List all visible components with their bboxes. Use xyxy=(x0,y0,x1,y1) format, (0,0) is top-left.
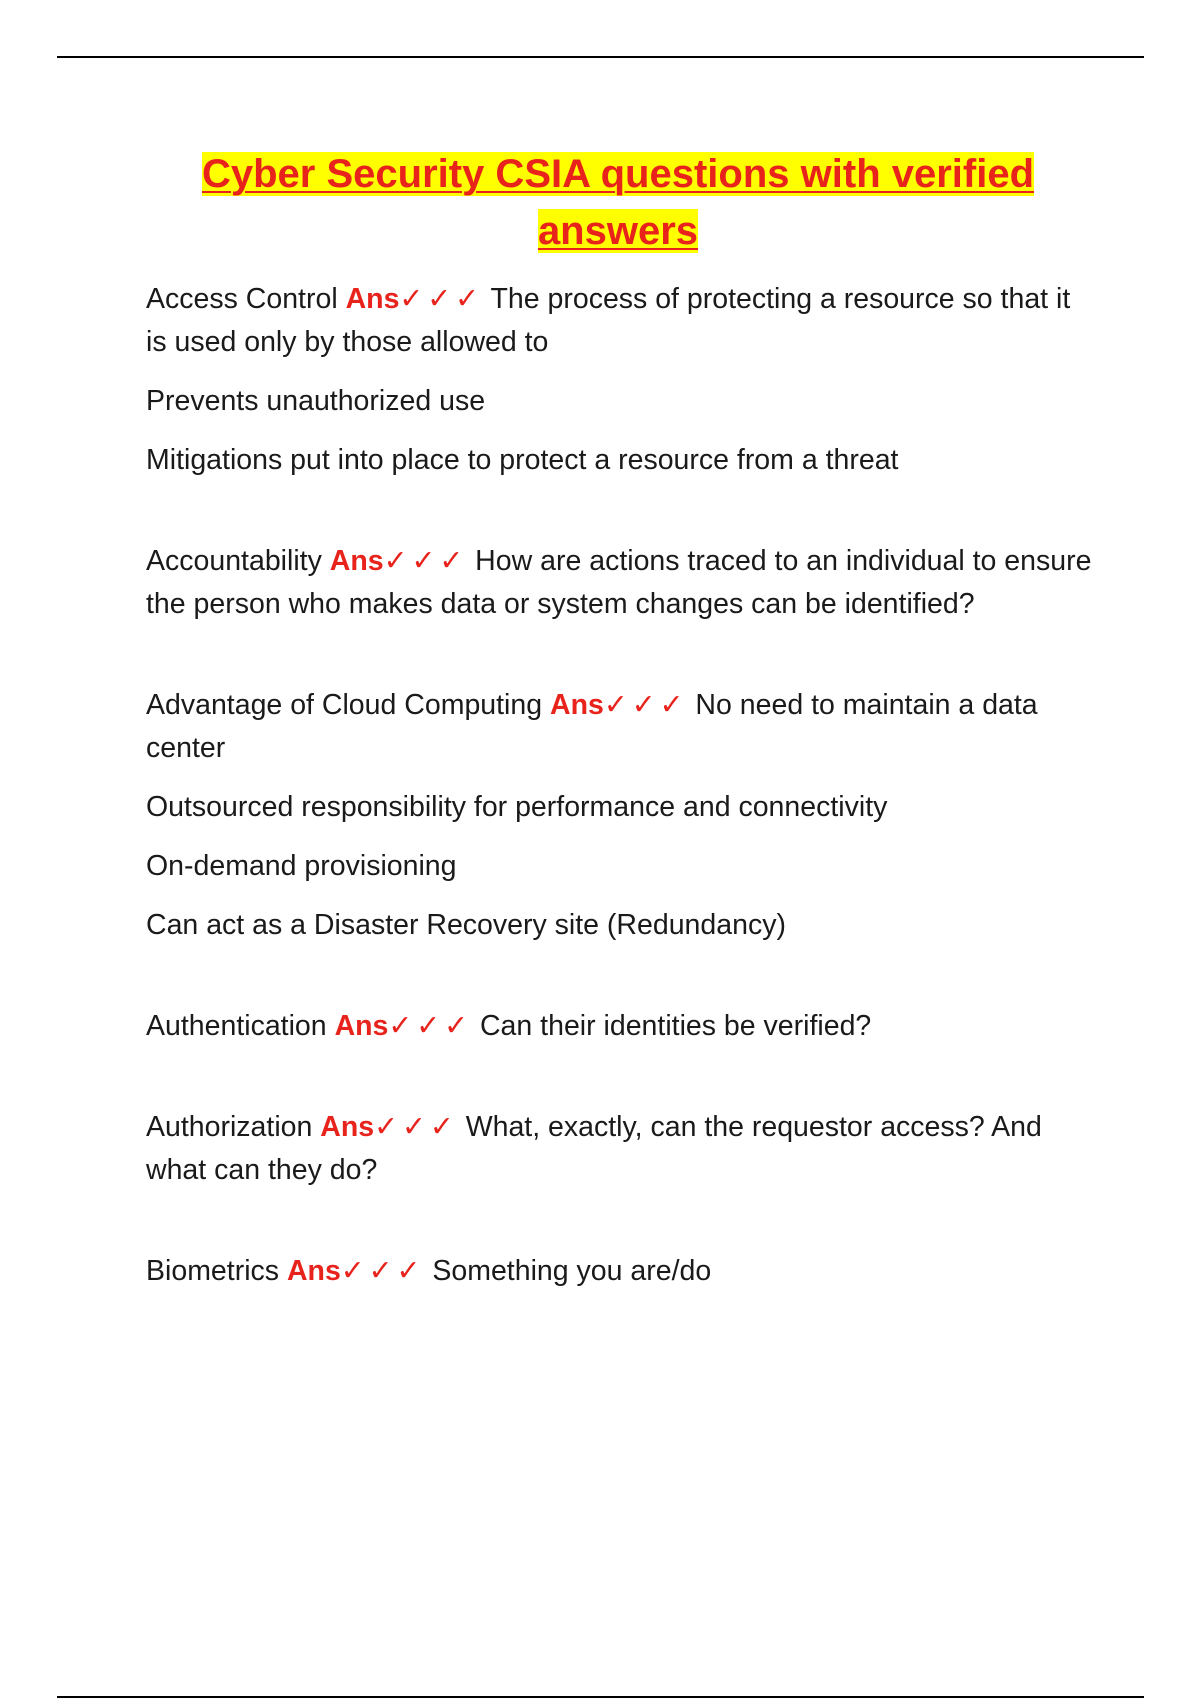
term: Authentication xyxy=(146,1010,327,1042)
checkmark-icon: ✓✓✓ xyxy=(399,283,484,315)
qa-entry-accountability xyxy=(146,540,1096,626)
answer-extra-line: Prevents unauthorized use xyxy=(146,385,486,417)
answer-text: Can their identities be verified? xyxy=(479,1010,872,1042)
answer-text: What, exactly, can the requestor access? And what can they do? xyxy=(146,1111,1042,1186)
footer-rule xyxy=(57,1696,1144,1698)
term: Accountability xyxy=(146,545,322,577)
answer-label: Ans xyxy=(550,689,604,721)
term: Access Control xyxy=(146,283,338,315)
checkmark-icon: ✓✓✓ xyxy=(383,545,468,577)
answer-extra-line: Can act as a Disaster Recovery site (Redundancy) xyxy=(146,909,786,941)
answer-text: The process of protecting a resource so that it is used only by those allowed to xyxy=(146,283,1071,358)
term: Authorization xyxy=(146,1111,313,1143)
checkmark-icon: ✓✓✓ xyxy=(603,689,688,721)
qa-entry-authentication xyxy=(146,1005,1096,1048)
answer-extra-line: On-demand provisioning xyxy=(146,850,457,882)
answer-label: Ans xyxy=(329,545,384,577)
document-title: Cyber Security CSIA questions with verified answers xyxy=(201,152,1035,253)
answer-text: No need to maintain a data center xyxy=(146,689,1038,764)
answer-text: Something you are/do xyxy=(432,1255,712,1287)
term: Advantage of Cloud Computing xyxy=(146,689,543,721)
qa-entry-biometrics xyxy=(146,1250,1096,1293)
checkmark-icon: ✓✓✓ xyxy=(340,1255,425,1287)
checkmark-icon: ✓✓✓ xyxy=(374,1111,458,1143)
qa-list xyxy=(146,278,1096,1309)
answer-text: How are actions traced to an individual to ensure the person who makes data or system changes can be identified? xyxy=(146,545,1092,620)
term: Biometrics xyxy=(146,1255,280,1287)
answer-extra-line: Mitigations put into place to protect a resource from a threat xyxy=(146,444,899,476)
answer-label: Ans xyxy=(345,283,400,315)
qa-entry-authorization xyxy=(146,1106,1096,1192)
header-rule xyxy=(57,56,1144,58)
checkmark-icon: ✓✓✓ xyxy=(388,1010,473,1042)
answer-label: Ans xyxy=(334,1010,389,1042)
answer-label: Ans xyxy=(320,1111,375,1143)
answer-extra-line: Outsourced responsibility for performance and connectivity xyxy=(146,791,888,823)
answer-label: Ans xyxy=(286,1255,341,1287)
qa-entry-access-control xyxy=(146,278,1096,482)
qa-entry-cloud-computing xyxy=(146,684,1096,947)
